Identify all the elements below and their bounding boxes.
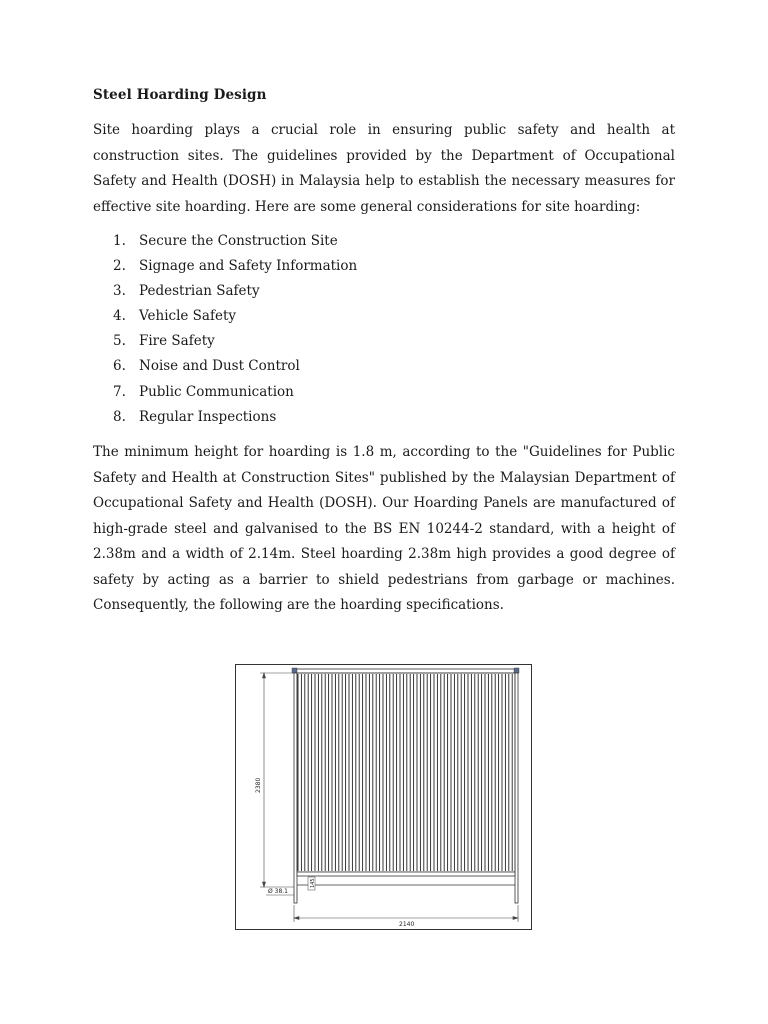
list-item: 7. Public Communication	[113, 383, 294, 400]
panel-drawing-svg	[236, 665, 531, 929]
specification-paragraph: The minimum height for hoarding is 1.8 m, according to the "Guidelines for Public Safety and Health at Construction Sites" published by the Malaysian Department of Occupational Safety and Health (DOSH). Our Hoarding Panels are manufactured of high-grade steel and galvanised to the BS EN 10244-2 standard, with a height of 2.38m and a width of 2.14m. Steel hoarding 2.38m high provides a good degree of safety by acting as a barrier to shield pedestrians from garbage or machines. Consequently, the following are the hoarding specifications.	[93, 444, 675, 613]
panel-posts	[294, 673, 518, 903]
list-item: 3. Pedestrian Safety	[113, 283, 260, 300]
diameter-label: Ø 38.1	[268, 888, 288, 895]
height-dimension	[260, 673, 294, 887]
list-item: 1. Secure the Construction Site	[113, 233, 338, 249]
list-item: 6. Noise and Dust Control	[113, 358, 300, 375]
width-label: 2140	[399, 921, 415, 928]
list-item: 5. Fire Safety	[113, 333, 215, 350]
corrugated-sheet	[297, 673, 515, 872]
list-item: 4. Vehicle Safety	[113, 308, 237, 325]
width-dimension	[294, 905, 518, 922]
intro-paragraph: Site hoarding plays a crucial role in ensuring public safety and health at construction sites. The guidelines provided by the Department of Occupational Safety and Health (DOSH) in Malaysia help to establish the necessary measures for effective site hoarding. Here are some general considerations for site hoarding:	[93, 122, 675, 215]
bottom-rail	[297, 872, 515, 885]
height-label: 2380	[255, 777, 262, 793]
leg-label: 145	[310, 878, 316, 888]
list-item: 2. Signage and Safety Information	[113, 258, 358, 275]
document-heading: Steel Hoarding Design	[93, 87, 267, 103]
sheet-outline	[297, 673, 515, 872]
considerations-list	[113, 229, 357, 430]
top-rail	[292, 668, 519, 673]
hoarding-panel-drawing	[235, 664, 532, 930]
list-item: 8. Regular Inspections	[113, 408, 277, 425]
